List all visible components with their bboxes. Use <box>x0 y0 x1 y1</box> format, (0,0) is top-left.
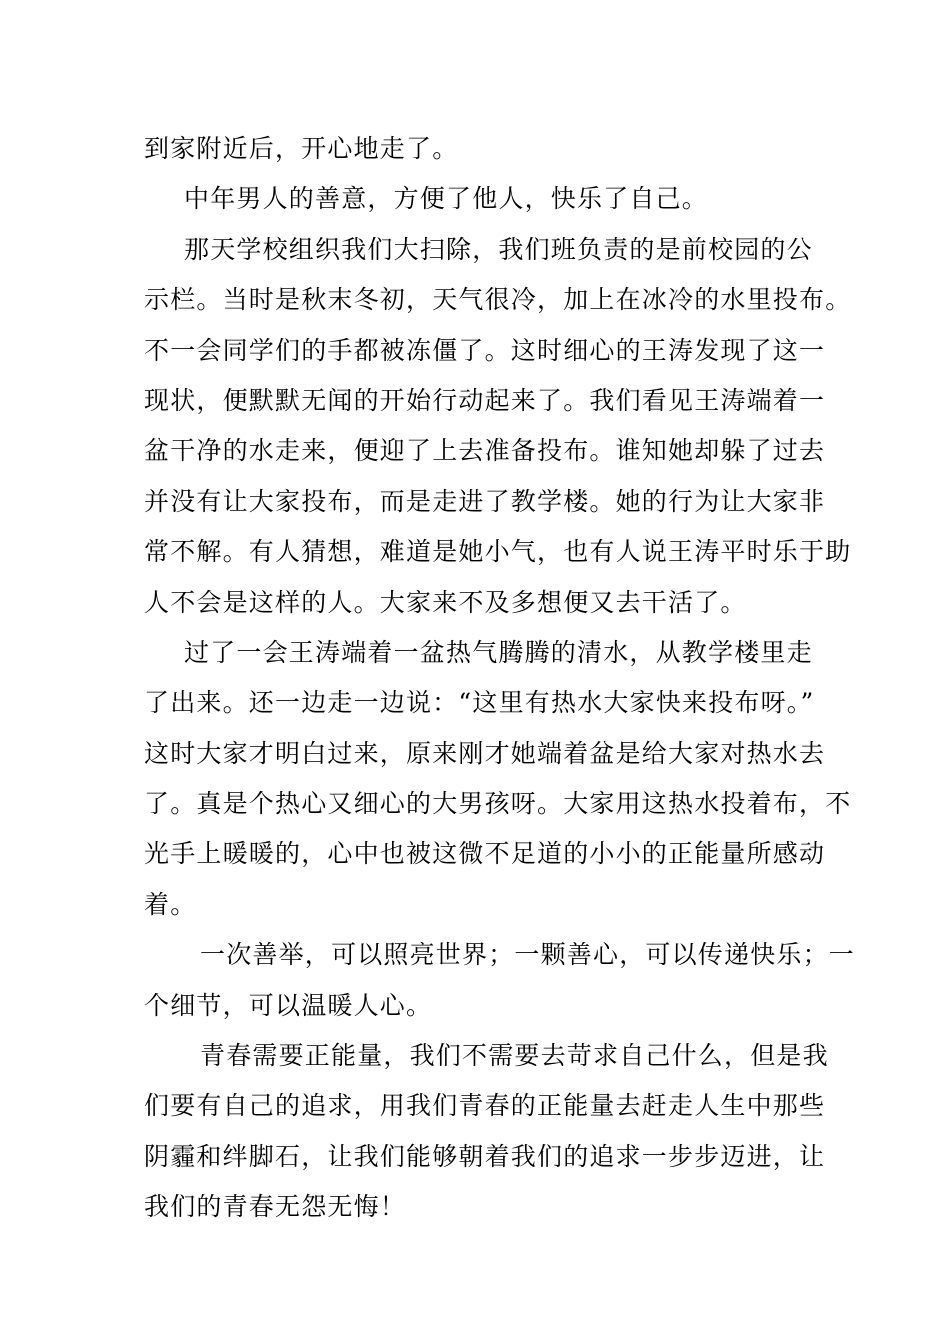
text-line: 了。真是个热心又细心的大男孩呀。大家用这热水投着布，不 <box>144 789 852 819</box>
document-body <box>144 124 856 1233</box>
text-line: 这时大家才明白过来，原来刚才她端着盆是给大家对热水去 <box>144 738 826 768</box>
text-line: 我们的青春无怨无悔！ <box>144 1192 407 1222</box>
text-line: 个细节，可以温暖人心。 <box>144 990 433 1020</box>
text-line: 着。 <box>144 889 197 919</box>
text-line: 不一会同学们的手都被冻僵了。这时细心的王涛发现了这一 <box>144 335 826 365</box>
text-line: 们要有自己的追求，用我们青春的正能量去赶走人生中那些 <box>144 1091 826 1121</box>
text-line: 过了一会王涛端着一盆热气腾腾的清水，从教学楼里走 <box>184 637 813 667</box>
text-line: 并没有让大家投布，而是走进了教学楼。她的行为让大家非 <box>144 486 826 516</box>
text-line: 盆干净的水走来，便迎了上去准备投布。谁知她却躲了过去 <box>144 436 826 466</box>
text-line: 青春需要正能量，我们不需要去苛求自己什么，但是我 <box>200 1041 829 1071</box>
text-line: 现状，便默默无闻的开始行动起来了。我们看见王涛端着一 <box>144 385 826 415</box>
text-line: 阴霾和绊脚石，让我们能够朝着我们的追求一步步迈进，让 <box>144 1141 826 1171</box>
text-line: 常不解。有人猜想，难道是她小气，也有人说王涛平时乐于助 <box>144 537 852 567</box>
text-line: 中年男人的善意，方便了他人，快乐了自己。 <box>184 184 709 214</box>
text-line: 到家附近后，开心地走了。 <box>144 134 459 163</box>
text-line: 了出来。还一边走一边说：“这里有热水大家快来投布呀。” <box>144 688 815 718</box>
text-line: 那天学校组织我们大扫除，我们班负责的是前校园的公 <box>184 234 813 264</box>
text-line: 光手上暖暖的，心中也被这微不足道的小小的正能量所感动 <box>144 839 826 869</box>
text-line: 示栏。当时是秋末冬初，天气很冷，加上在冰冷的水里投布。 <box>144 285 852 315</box>
text-line: 一次善举，可以照亮世界；一颗善心，可以传递快乐；一 <box>200 940 856 970</box>
text-line: 人不会是这样的人。大家来不及多想便又去干活了。 <box>144 587 747 617</box>
